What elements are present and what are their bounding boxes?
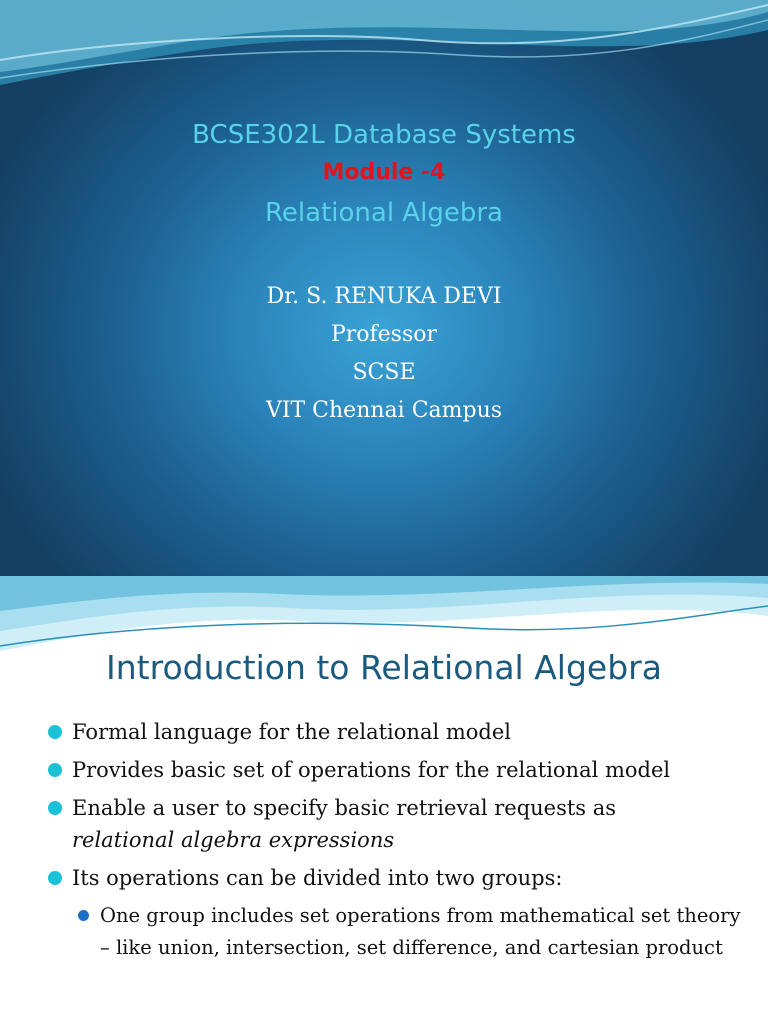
bullet-icon [48,725,62,739]
author-campus: VIT Chennai Campus [265,398,503,423]
bullet-text: Formal language for the relational model [72,720,512,744]
sub-bullet-text: One group includes set operations from mathematical set theory – like union, intersection, set difference, and cartesian product [100,904,741,959]
list-item [48,754,748,786]
sub-bullet-icon [78,910,89,921]
bullet-text: Enable a user to specify basic retrieval requests as [72,796,617,820]
slide-heading: Introduction to Relational Algebra [106,648,662,687]
author-block [0,278,768,430]
bullet-list [48,716,748,964]
bullet-icon [48,871,62,885]
list-item [48,862,748,894]
list-item [48,716,748,748]
author-position: Professor [330,322,438,347]
bullet-italic-text: relational algebra expressions [72,828,395,852]
bullet-text: Provides basic set of operations for the relational model [72,758,671,782]
content-slide [0,576,768,1024]
bullet-icon [48,763,62,777]
author-school: SCSE [352,360,416,385]
author-name: Dr. S. RENUKA DEVI [266,284,502,309]
wave-decoration [0,0,768,110]
sub-list-item [78,900,748,964]
module-label: Module -4 [322,160,446,185]
list-item [48,792,748,856]
bullet-text: Its operations can be divided into two groups: [72,866,563,890]
bullet-icon [48,801,62,815]
course-title: BCSE302L Database Systems [192,120,576,150]
topic-title: Relational Algebra [265,198,503,228]
wave-decoration [0,576,768,656]
